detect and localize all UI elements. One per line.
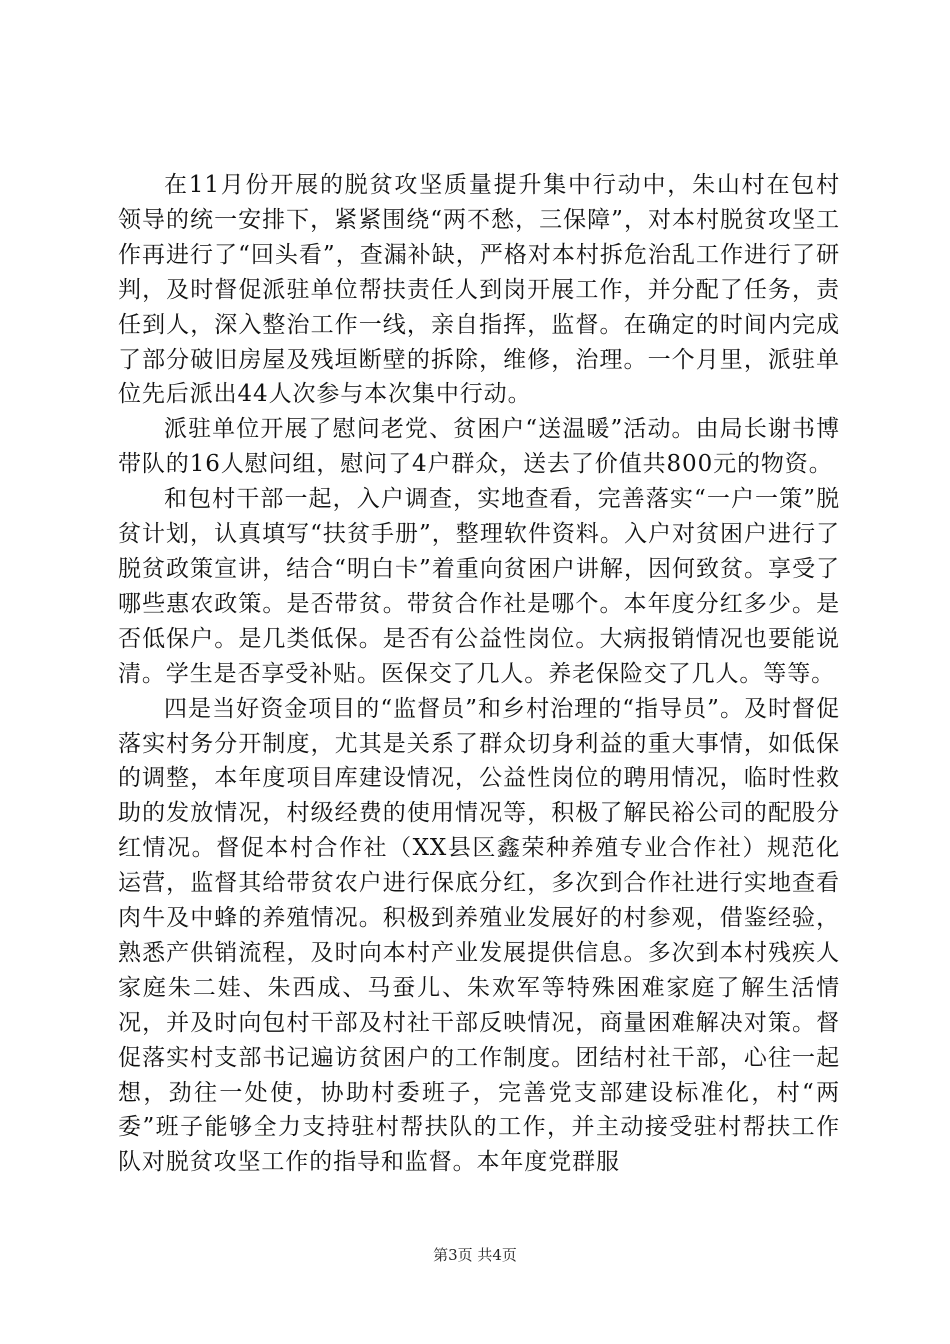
paragraph-2: 派驻单位开展了慰问老党、贫困户“送温暖”活动。由局长谢书博带队的16人慰问组，慰问了4户群众，送去了价值共800元的物资。 — [118, 416, 840, 478]
paragraph-3: 和包村干部一起，入户调查，实地查看，完善落实“一户一策”脱贫计划，认真填写“扶贫手册”，整理软件资料。入户对贫困户进行了脱贫政策宣讲，结合“明白卡”着重向贫困户讲解，因何致贫。享受了哪些惠农政策。是否带贫。带贫合作社是哪个。本年度分红多少。是否低保户。是几类低保。是否有公益性岗位。大病报销情况也要能说清。学生是否享受补贴。医保交了几人。养老保险交了几人。等等。 — [118, 486, 840, 687]
paragraph-1: 在11月份开展的脱贫攻坚质量提升集中行动中，朱山村在包村领导的统一安排下，紧紧围绕“两不愁，三保障”，对本村脱贫攻坚工作再进行了“回头看”，查漏补缺，严格对本村拆危治乱工作进行了研判，及时督促派驻单位帮扶责任人到岗开展工作，并分配了任务，责任到人，深入整治工作一线，亲自指挥，监督。在确定的时间内完成了部分破旧房屋及残垣断壁的拆除，维修，治理。一个月里，派驻单位先后派出44人次参与本次集中行动。 — [118, 172, 840, 408]
document-body — [118, 168, 840, 1180]
page-footer: 第3页 共4页 — [433, 1246, 517, 1264]
paragraph-4: 四是当好资金项目的“监督员”和乡村治理的“指导员”。及时督促落实村务分开制度，尤其是关系了群众切身利益的重大事情，如低保的调整，本年度项目库建设情况，公益性岗位的聘用情况，临时性救助的发放情况，村级经费的使用情况等，积极了解民裕公司的配股分红情况。督促本村合作社（XX县区鑫荣种养殖专业合作社）规范化运营，监督其给带贫农户进行保底分红，多次到合作社进行实地查看肉牛及中蜂的养殖情况。积极到养殖业发展好的村参观，借鉴经验，熟悉产供销流程，及时向本村产业发展提供信息。多次到本村残疾人家庭朱二娃、朱西成、马蚕儿、朱欢军等特殊困难家庭了解生活情况，并及时向包村干部及村社干部反映情况，商量困难解决对策。督促落实村支部书记遍访贫困户的工作制度。团结村社干部，心往一起想，劲往一处使，协助村委班子，完善党支部建设标准化，村“两委”班子能够全力支持驻村帮扶队的工作，并主动接受驻村帮扶工作队对脱贫攻坚工作的指导和监督。本年度党群服 — [118, 695, 840, 1176]
